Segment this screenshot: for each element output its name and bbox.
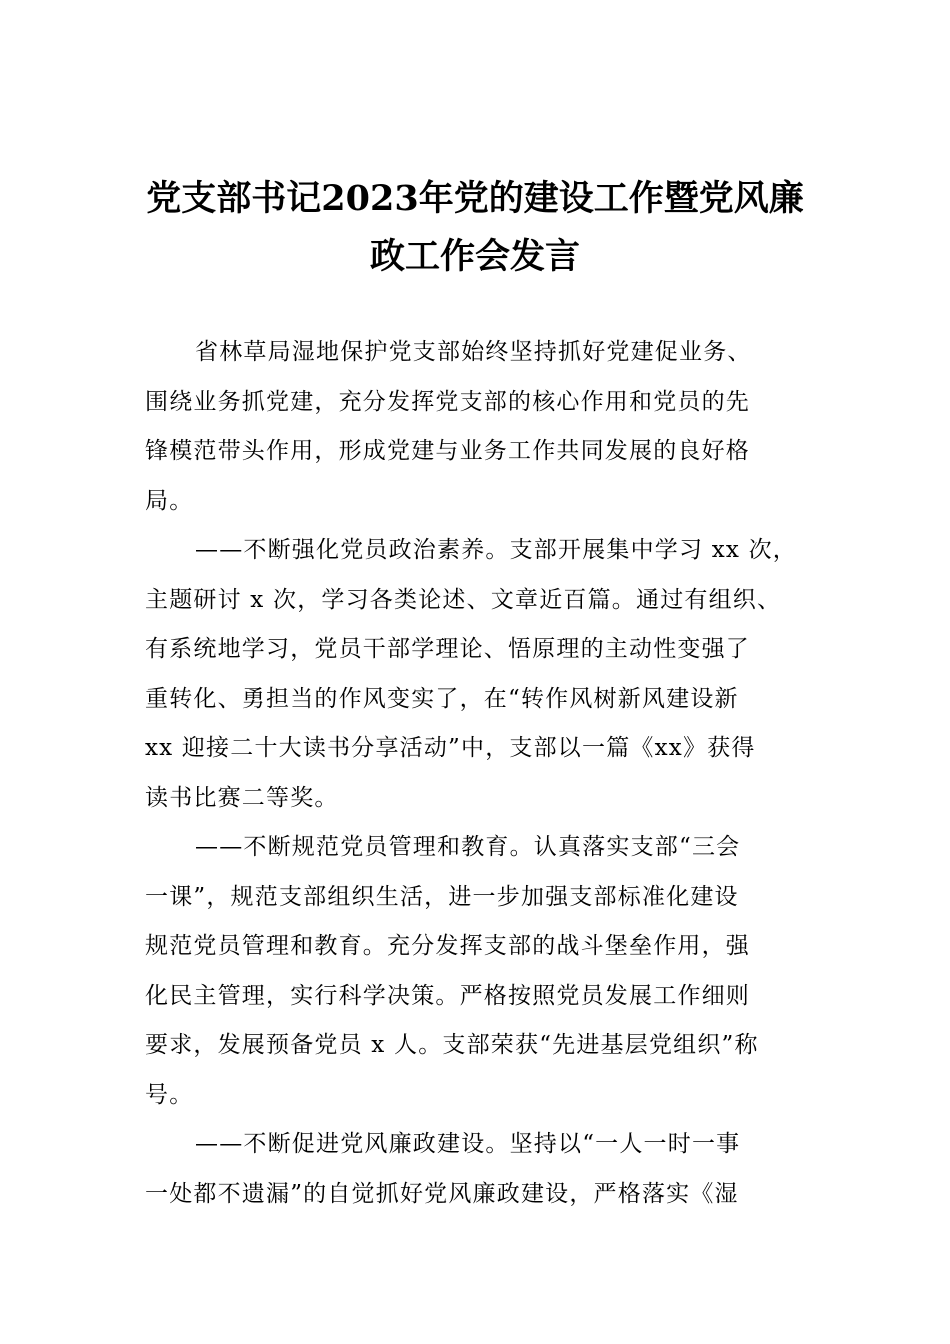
text-line: xx 迎接二十大读书分享活动”中，支部以一篇《xx》获得: [145, 735, 756, 761]
text-line: 规范党员管理和教育。充分发挥支部的战斗堡垒作用，强: [145, 933, 750, 959]
text-line: 局。: [145, 487, 194, 514]
paragraph-intro: [145, 328, 815, 526]
title-line: 政工作会发言: [369, 236, 580, 277]
text-line: 读书比赛二等奖。: [145, 784, 339, 811]
text-line: 有系统地学习，党员干部学理论、悟原理的主动性变强了: [145, 636, 750, 662]
paragraph-political-quality: [145, 526, 815, 823]
document-body: [145, 328, 815, 1219]
document-title: [140, 170, 810, 286]
title-line: 党支部书记2023年党的建设工作暨党风廉: [146, 178, 804, 219]
text-line: 锋模范带头作用，形成党建与业务工作共同发展的良好格: [145, 438, 750, 464]
text-line: 主题研讨 x 次，学习各类论述、文章近百篇。通过有组织、: [145, 586, 782, 613]
text-line: 省林草局湿地保护党支部始终坚持抓好党建促业务、: [195, 339, 752, 365]
text-line: 一课”，规范支部组织生活，进一步加强支部标准化建设: [145, 883, 739, 910]
paragraph-integrity-building: [145, 1120, 815, 1219]
text-line: 号。: [145, 1081, 194, 1108]
text-line: ——不断促进党风廉政建设。坚持以“一人一时一事: [195, 1131, 741, 1157]
paragraph-member-management: [145, 823, 815, 1120]
text-line: 要求，发展预备党员 x 人。支部荣获“先进基层党组织”称: [145, 1032, 759, 1058]
text-line: 一处都不遗漏”的自觉抓好党风廉政建设，严格落实《湿: [145, 1180, 739, 1207]
text-line: 化民主管理，实行科学决策。严格按照党员发展工作细则: [145, 982, 750, 1009]
text-line: ——不断强化党员政治素养。支部开展集中学习 xx 次，: [195, 537, 797, 563]
text-line: ——不断规范党员管理和教育。认真落实支部“三会: [195, 834, 741, 860]
text-line: 围绕业务抓党建，充分发挥党支部的核心作用和党员的先: [145, 388, 750, 415]
text-line: 重转化、勇担当的作风变实了，在“转作风树新风建设新: [145, 685, 739, 712]
